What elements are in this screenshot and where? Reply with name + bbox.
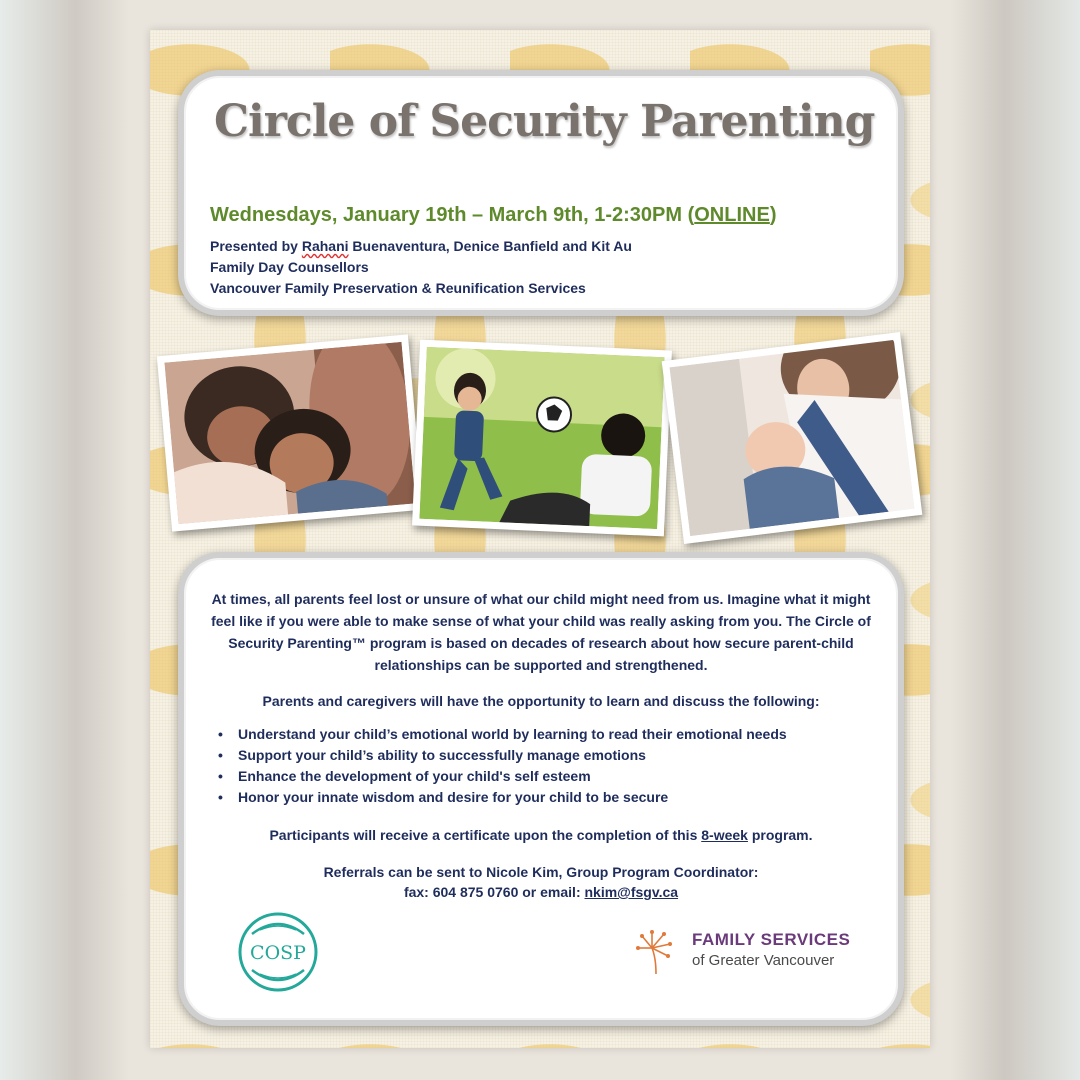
certificate-line <box>210 824 872 846</box>
dandelion-icon <box>634 928 684 978</box>
list-item: • Support your child’s ability to successfully manage emotions <box>218 745 872 766</box>
intro-paragraph: At times, all parents feel lost or unsure of what our child might need from us. Imagine what it might feel like if you were able to make sense of what your child was really asking from you. The Circle of Security Parenting™ program is based on decades of research about how secure parent-child relationships can be supported and strengthened. <box>211 591 871 673</box>
presenters-block <box>210 236 632 299</box>
presenter-organization: Vancouver Family Preservation & Reunification Services <box>210 280 586 296</box>
referrals-line: Referrals can be sent to Nicole Kim, Group Program Coordinator: <box>323 864 759 880</box>
email-link[interactable]: nkim@fsgv.ca <box>584 884 679 900</box>
flyer <box>150 30 930 1048</box>
program-length: 8-week <box>701 827 748 843</box>
list-item: • Enhance the development of your child's self esteem <box>218 766 872 787</box>
topics-list <box>210 724 872 808</box>
fax-line: fax: 604 875 0760 or email: <box>403 884 585 900</box>
fsgv-subtitle: of Greater Vancouver <box>692 952 835 969</box>
photo-mother-baby <box>662 332 923 544</box>
referrals-block <box>210 862 872 902</box>
list-item: • Understand your child’s emotional world by learning to read their emotional needs <box>218 724 872 745</box>
photo-boys-soccer <box>412 340 672 537</box>
presented-by-label: Presented by <box>210 238 298 254</box>
cosp-logo-text: COSP <box>250 942 306 964</box>
presenters-line <box>210 236 632 257</box>
fsgv-name: FAMILY SERVICES <box>692 930 851 949</box>
description-body <box>210 588 872 902</box>
list-item: • Honor your innate wisdom and desire for your child to be secure <box>218 787 872 808</box>
presenter-role: Family Day Counsellors <box>210 259 369 275</box>
photo-mother-daughter <box>157 334 423 531</box>
fsgv-logo <box>634 928 874 978</box>
schedule-text: Wednesdays, January 19th – March 9th, 1-2:30PM ( <box>210 204 695 226</box>
certificate-suffix: program. <box>747 827 813 843</box>
online-label: ONLINE <box>694 204 770 226</box>
header-panel <box>178 70 904 316</box>
description-panel <box>178 552 904 1026</box>
schedule-line <box>210 204 776 227</box>
certificate-text: Participants will receive a certificate upon the completion of this <box>269 827 702 843</box>
schedule-suffix: ) <box>769 204 777 226</box>
cosp-logo <box>234 908 322 996</box>
presenter-first-name: Rahani <box>301 238 349 254</box>
page-title: Circle of Security Parenting <box>214 96 875 147</box>
presenter-names: Buenaventura, Denice Banfield and Kit Au <box>352 238 632 254</box>
opportunity-line: Parents and caregivers will have the opportunity to learn and discuss the following: <box>262 693 820 709</box>
